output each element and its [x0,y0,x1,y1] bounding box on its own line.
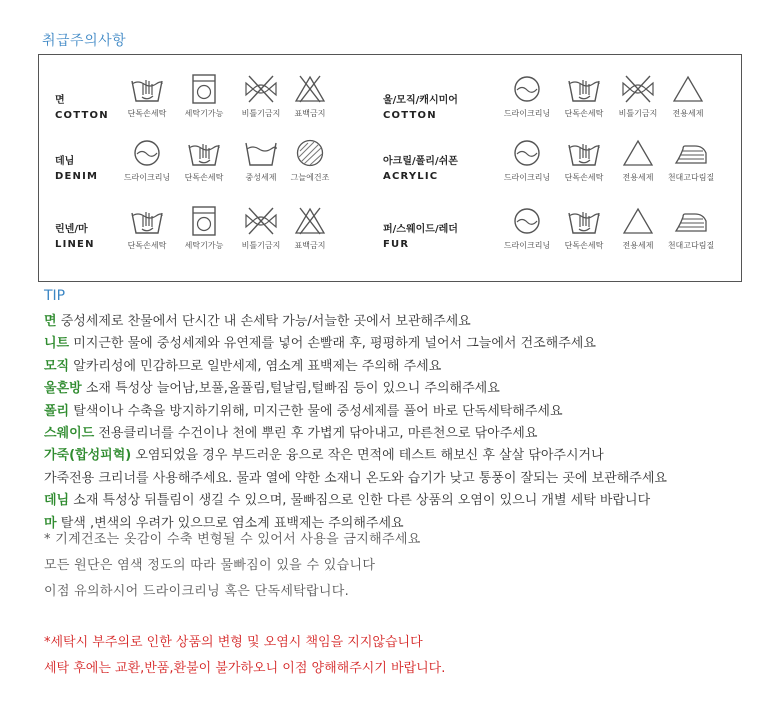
dry-clean-icon [497,205,557,251]
symbol-label: 드라이크리닝 [503,173,551,182]
fabric-name: 린넨/마 [55,224,88,235]
symbol-label: 드라이크리닝 [123,173,171,182]
no-bleach-icon [280,73,340,119]
handwash-icon [554,73,614,119]
no-bleach-icon [280,205,340,251]
fabric-name: 퍼/스웨이드/레더 [383,224,458,235]
section-title: 취급주의사항 [42,33,127,49]
tip-keyword: 면 [44,314,57,329]
symbol-label: 전용세제 [672,109,704,118]
symbol-label: 비틀기금지 [241,241,281,250]
triangle-icon [608,137,668,183]
tip-text: 미지근한 물에 중성세제와 유연제를 넣어 손빨래 후, 평평하게 널어서 그늘에서 건조해주세요 [69,336,596,352]
symbol-label: 단독손세탁 [127,109,167,118]
notes [44,527,421,605]
warning-line: 세탁 후에는 교환,반품,환불이 불가하오니 이점 양해해주시기 바랍니다. [44,661,446,676]
tip-text: 가죽전용 크리너를 사용해주세요. 물과 열에 약한 소재니 온도와 습기가 낮고 통풍이 잘되는 곳에 보관해주세요 [44,470,667,486]
note-line: * 기계건조는 옷감이 수축 변형될 수 있어서 사용을 금지해주세요 [44,532,421,547]
tip-text: 소재 특성상 뒤틀림이 생길 수 있으며, 물빠짐으로 인한 다른 상품의 오염이 있으니 개별 세탁 바랍니다 [69,493,651,509]
handwash-icon [117,73,177,119]
tip-text: 탈색 ,변색의 우려가 있으므로 염소계 표백제는 주의해주세요 [56,515,404,531]
note-line: 모든 원단은 염색 정도의 따라 물빠짐이 있을 수 있습니다 [44,558,376,573]
warning-line: *세탁시 부주의로 인한 상품의 변형 및 오염시 책임을 지지않습니다 [44,635,423,650]
handwash-icon [117,205,177,251]
handwash-icon [554,137,614,183]
fabric-name: 울/모직/캐시미어 [383,95,458,106]
dry-clean-icon [497,73,557,119]
symbol-label: 세탁기가능 [184,241,224,250]
triangle-icon [658,73,718,119]
fabric-english-name: COTTON [55,110,109,121]
tip-keyword: 가죽(합성피혁) [44,448,132,464]
tip-text: 중성세제로 찬물에서 단시간 내 손세탁 가능/서늘한 곳에서 보관해주세요 [56,314,471,329]
tip-text: 소재 특성상 늘어남,보풀,올풀림,털날림,털빠짐 등이 있으니 주의해주세요 [81,381,500,397]
symbol-label: 그늘에건조 [290,173,330,182]
fabric-english-name: ACRYLIC [383,171,439,182]
handwash-icon [554,205,614,251]
shade-dry-icon [280,137,340,183]
low-iron-icon [661,205,721,251]
handwash-icon [174,137,234,183]
tip-keyword: 니트 [44,336,70,352]
tip-text: 탈색이나 수축을 방지하기위해, 미지근한 물에 중성세제를 풀어 바로 단독세탁해주세요 [69,403,563,419]
symbol-label: 표백금지 [294,241,326,250]
fabric-english-name: DENIM [55,171,99,182]
tip-item [44,333,764,355]
symbol-label: 전용세제 [622,241,654,250]
tip-text: 알카리성에 민감하므로 일반세제, 염소계 표백제는 주의해 주세요 [69,358,442,374]
note-line: 이점 유의하시어 드라이크리닝 혹은 단독세탁랍니다. [44,584,350,599]
tip-item [44,423,764,445]
fabric-name: 아크릴/폴리/쉬폰 [383,156,458,167]
low-iron-icon [661,137,721,183]
fabric-english-name: COTTON [383,110,437,121]
tip-keyword: 폴리 [44,403,70,419]
tip-keyword: 스웨이드 [44,425,95,441]
symbol-label: 비틀기금지 [241,109,281,118]
tip-text: 전용클리너를 수건이나 천에 뿌린 후 가볍게 닦아내고, 마른천으로 닦아주세요 [94,425,538,441]
tip-title: TIP [44,288,66,304]
symbol-label: 단독손세탁 [564,241,604,250]
fabric-english-name: LINEN [55,239,95,250]
tip-list [44,311,764,535]
care-table [38,54,742,282]
symbol-label: 전용세제 [622,173,654,182]
symbol-label: 단독손세탁 [564,173,604,182]
tip-item [44,445,764,467]
symbol-label: 비틀기금지 [618,109,658,118]
symbol-label: 세탁기가능 [184,109,224,118]
washing-machine-icon [174,205,234,251]
fabric-english-name: FUR [383,239,410,250]
tip-keyword: 모직 [44,358,70,374]
symbol-label: 드라이크리닝 [503,241,551,250]
triangle-icon [608,205,668,251]
tip-item [44,378,764,400]
warning-notice [44,630,445,682]
symbol-label: 단독손세탁 [184,173,224,182]
symbol-label: 중성세제 [245,173,277,182]
tip-keyword: 데님 [44,493,70,509]
fabric-name: 면 [55,95,65,106]
tip-item [44,490,764,512]
symbol-label: 천대고다림질 [667,241,715,250]
dry-clean-icon [117,137,177,183]
symbol-label: 드라이크리닝 [503,109,551,118]
washing-machine-icon [174,73,234,119]
tip-item [44,401,764,423]
tip-item [44,468,764,490]
fabric-name: 데님 [55,156,75,167]
tip-keyword: 마 [44,515,57,531]
symbol-label: 단독손세탁 [564,109,604,118]
symbol-label: 표백금지 [294,109,326,118]
symbol-label: 천대고다림질 [667,173,715,182]
dry-clean-icon [497,137,557,183]
tip-keyword: 울혼방 [44,381,82,397]
tip-item [44,311,764,333]
symbol-label: 단독손세탁 [127,241,167,250]
tip-text: 오염되었을 경우 부드러운 융으로 작은 면적에 테스트 해보신 후 살살 닦아주시거나 [131,448,604,464]
tip-item [44,356,764,378]
